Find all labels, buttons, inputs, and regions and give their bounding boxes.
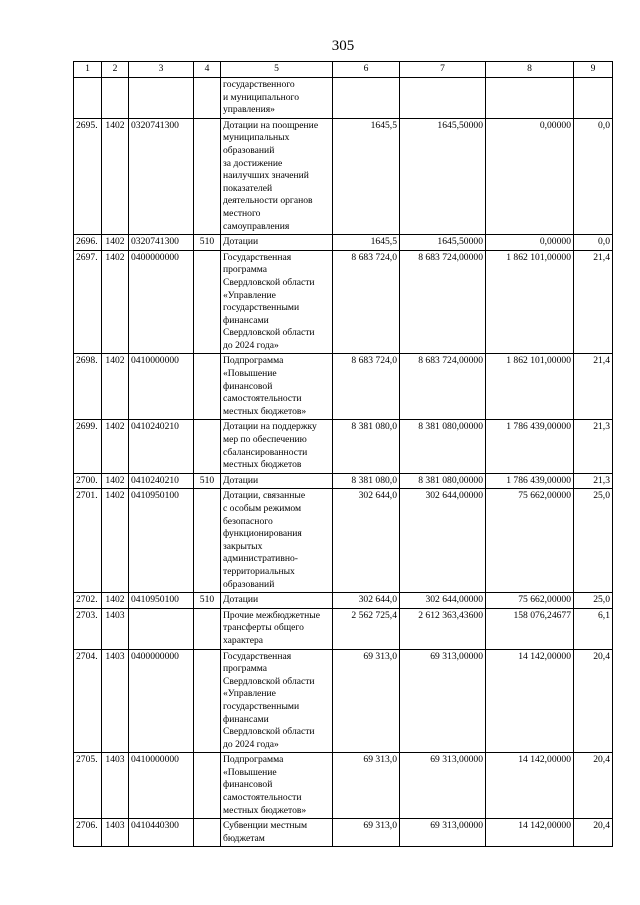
budget-table <box>73 61 613 847</box>
section-code: 1403 <box>102 819 129 847</box>
section-code <box>102 78 129 119</box>
row-number: 2702. <box>74 593 102 609</box>
refined-amount: 69 313,00000 <box>400 649 486 753</box>
item-name: Дотации <box>221 473 333 489</box>
row-number: 2704. <box>74 649 102 753</box>
planned-amount: 2 562 725,4 <box>333 608 400 649</box>
planned-amount: 8 683 724,0 <box>333 250 400 354</box>
target-article-code: 0410440300 <box>129 819 194 847</box>
target-article-code: 0410240210 <box>129 473 194 489</box>
section-code: 1402 <box>102 354 129 420</box>
column-header: 2 <box>102 62 129 78</box>
row-number: 2697. <box>74 250 102 354</box>
table-row <box>74 420 613 473</box>
table-header-row <box>74 62 613 78</box>
planned-amount: 69 313,0 <box>333 753 400 819</box>
execution-percent: 21,4 <box>574 250 613 354</box>
refined-amount: 8 381 080,00000 <box>400 473 486 489</box>
row-number: 2700. <box>74 473 102 489</box>
item-name: Подпрограмма «Повышение финансовой самостоятельности местных бюджетов» <box>221 354 333 420</box>
table-row <box>74 250 613 354</box>
item-name: Государственная программа Свердловской области «Управление государственными финансами Свердловской области до 2024 года» <box>221 649 333 753</box>
row-number: 2701. <box>74 489 102 593</box>
planned-amount: 8 381 080,0 <box>333 420 400 473</box>
executed-amount <box>486 78 574 119</box>
executed-amount: 1 862 101,00000 <box>486 250 574 354</box>
expense-type-code: 510 <box>194 235 221 251</box>
executed-amount: 75 662,00000 <box>486 489 574 593</box>
target-article-code: 0400000000 <box>129 649 194 753</box>
planned-amount: 8 683 724,0 <box>333 354 400 420</box>
page-number: 305 <box>331 38 355 54</box>
refined-amount: 8 683 724,00000 <box>400 354 486 420</box>
planned-amount: 1645,5 <box>333 235 400 251</box>
executed-amount: 75 662,00000 <box>486 593 574 609</box>
table-row <box>74 608 613 649</box>
refined-amount: 2 612 363,43600 <box>400 608 486 649</box>
section-code: 1402 <box>102 473 129 489</box>
execution-percent: 21,3 <box>574 473 613 489</box>
column-header: 4 <box>194 62 221 78</box>
row-number: 2703. <box>74 608 102 649</box>
expense-type-code <box>194 118 221 234</box>
execution-percent: 0,0 <box>574 235 613 251</box>
expense-type-code <box>194 649 221 753</box>
section-code: 1403 <box>102 753 129 819</box>
executed-amount: 14 142,00000 <box>486 753 574 819</box>
column-header: 9 <box>574 62 613 78</box>
executed-amount: 1 786 439,00000 <box>486 473 574 489</box>
execution-percent: 25,0 <box>574 489 613 593</box>
section-code: 1402 <box>102 235 129 251</box>
column-header: 7 <box>400 62 486 78</box>
table-row <box>74 593 613 609</box>
table-row <box>74 753 613 819</box>
executed-amount: 0,00000 <box>486 118 574 234</box>
row-number: 2706. <box>74 819 102 847</box>
item-name: Государственная программа Свердловской области «Управление государственными финансами Свердловской области до 2024 года» <box>221 250 333 354</box>
target-article-code: 0410240210 <box>129 420 194 473</box>
table-row <box>74 78 613 119</box>
item-name: Дотации <box>221 593 333 609</box>
column-header: 5 <box>221 62 333 78</box>
executed-amount: 1 862 101,00000 <box>486 354 574 420</box>
executed-amount: 1 786 439,00000 <box>486 420 574 473</box>
item-name: Дотации, связанные с особым режимом безопасного функционирования закрытых административно- территориальных образований <box>221 489 333 593</box>
item-name: государственного и муниципального управления» <box>221 78 333 119</box>
planned-amount: 8 381 080,0 <box>333 473 400 489</box>
execution-percent: 0,0 <box>574 118 613 234</box>
execution-percent: 20,4 <box>574 753 613 819</box>
planned-amount <box>333 78 400 119</box>
row-number <box>74 78 102 119</box>
section-code: 1403 <box>102 649 129 753</box>
expense-type-code: 510 <box>194 593 221 609</box>
section-code: 1402 <box>102 118 129 234</box>
section-code: 1402 <box>102 593 129 609</box>
section-code: 1402 <box>102 420 129 473</box>
row-number: 2698. <box>74 354 102 420</box>
row-number: 2705. <box>74 753 102 819</box>
row-number: 2696. <box>74 235 102 251</box>
table-body <box>74 78 613 847</box>
column-header: 8 <box>486 62 574 78</box>
item-name: Дотации на поддержку мер по обеспечению сбалансированности местных бюджетов <box>221 420 333 473</box>
refined-amount: 302 644,00000 <box>400 593 486 609</box>
target-article-code: 0320741300 <box>129 235 194 251</box>
executed-amount: 14 142,00000 <box>486 819 574 847</box>
column-header: 3 <box>129 62 194 78</box>
row-number: 2695. <box>74 118 102 234</box>
expense-type-code <box>194 819 221 847</box>
expense-type-code <box>194 753 221 819</box>
target-article-code: 0410000000 <box>129 354 194 420</box>
table-row <box>74 235 613 251</box>
table-row <box>74 819 613 847</box>
refined-amount: 69 313,00000 <box>400 819 486 847</box>
table-row <box>74 649 613 753</box>
execution-percent: 20,4 <box>574 819 613 847</box>
target-article-code: 0400000000 <box>129 250 194 354</box>
item-name: Подпрограмма «Повышение финансовой самостоятельности местных бюджетов» <box>221 753 333 819</box>
target-article-code <box>129 78 194 119</box>
execution-percent: 21,4 <box>574 354 613 420</box>
table-row <box>74 473 613 489</box>
section-code: 1403 <box>102 608 129 649</box>
refined-amount <box>400 78 486 119</box>
section-code: 1402 <box>102 489 129 593</box>
expense-type-code <box>194 250 221 354</box>
expense-type-code <box>194 608 221 649</box>
column-header: 6 <box>333 62 400 78</box>
table-row <box>74 489 613 593</box>
planned-amount: 69 313,0 <box>333 649 400 753</box>
executed-amount: 0,00000 <box>486 235 574 251</box>
target-article-code: 0410000000 <box>129 753 194 819</box>
execution-percent <box>574 78 613 119</box>
refined-amount: 1645,50000 <box>400 235 486 251</box>
refined-amount: 8 381 080,00000 <box>400 420 486 473</box>
planned-amount: 302 644,0 <box>333 489 400 593</box>
execution-percent: 21,3 <box>574 420 613 473</box>
item-name: Дотации <box>221 235 333 251</box>
table-row <box>74 354 613 420</box>
item-name: Прочие межбюджетные трансферты общего характера <box>221 608 333 649</box>
expense-type-code <box>194 489 221 593</box>
refined-amount: 302 644,00000 <box>400 489 486 593</box>
item-name: Субвенции местным бюджетам <box>221 819 333 847</box>
executed-amount: 14 142,00000 <box>486 649 574 753</box>
table-row <box>74 118 613 234</box>
item-name: Дотации на поощрение муниципальных образований за достижение наилучших значений показателей деятельности органов местного самоуправления <box>221 118 333 234</box>
refined-amount: 69 313,00000 <box>400 753 486 819</box>
target-article-code: 0410950100 <box>129 489 194 593</box>
expense-type-code <box>194 420 221 473</box>
execution-percent: 20,4 <box>574 649 613 753</box>
expense-type-code <box>194 354 221 420</box>
target-article-code <box>129 608 194 649</box>
planned-amount: 69 313,0 <box>333 819 400 847</box>
refined-amount: 8 683 724,00000 <box>400 250 486 354</box>
expense-type-code: 510 <box>194 473 221 489</box>
refined-amount: 1645,50000 <box>400 118 486 234</box>
row-number: 2699. <box>74 420 102 473</box>
planned-amount: 1645,5 <box>333 118 400 234</box>
column-header: 1 <box>74 62 102 78</box>
planned-amount: 302 644,0 <box>333 593 400 609</box>
expense-type-code <box>194 78 221 119</box>
execution-percent: 6,1 <box>574 608 613 649</box>
section-code: 1402 <box>102 250 129 354</box>
executed-amount: 158 076,24677 <box>486 608 574 649</box>
execution-percent: 25,0 <box>574 593 613 609</box>
target-article-code: 0320741300 <box>129 118 194 234</box>
target-article-code: 0410950100 <box>129 593 194 609</box>
